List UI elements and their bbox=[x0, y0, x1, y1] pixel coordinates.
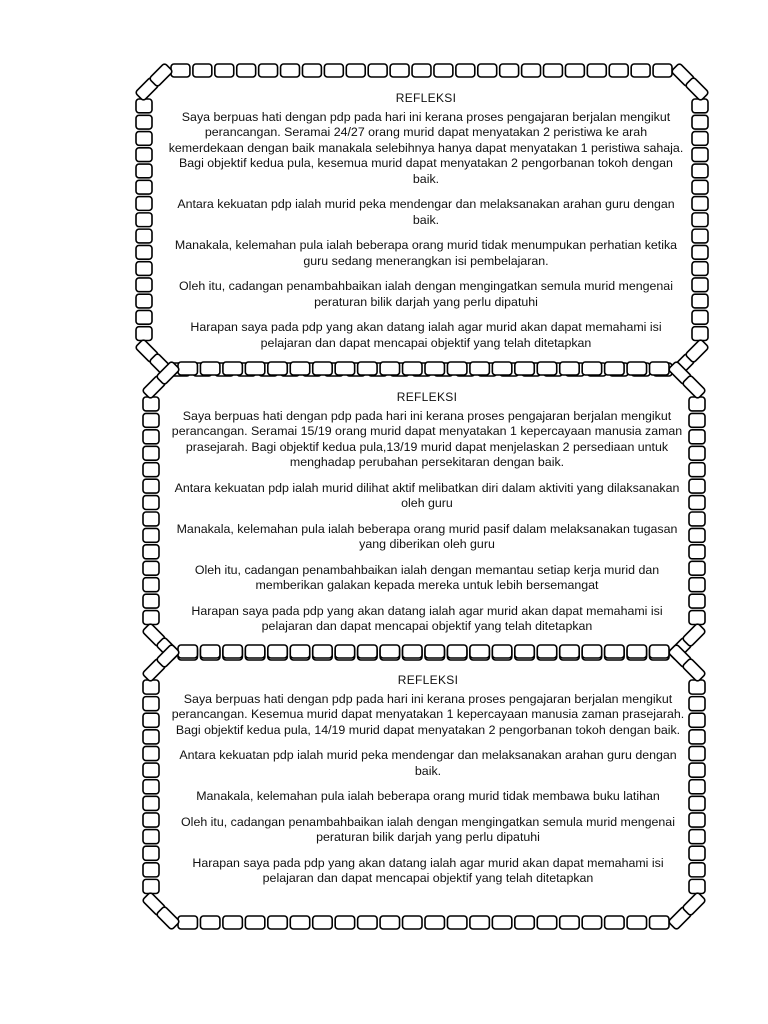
reflection-card-2 bbox=[143, 362, 705, 660]
reflection-content bbox=[168, 91, 684, 361]
reflection-paragraph-hope: Harapan saya pada pdp yang akan datang ialah agar murid akan dapat memahami isi pelajaran dan dapat mencapai objektif yang telah ditetapkan bbox=[192, 855, 664, 885]
reflection-paragraph-improvement: Oleh itu, cadangan penambahbaikan ialah dengan mengingatkan semula murid mengenai peraturan bilik darjah yang perlu dipatuhi bbox=[179, 279, 673, 309]
reflection-content bbox=[167, 673, 689, 897]
reflection-title: REFLEKSI bbox=[397, 673, 459, 687]
reflection-title: REFLEKSI bbox=[396, 390, 458, 404]
reflection-paragraph-hope: Harapan saya pada pdp yang akan datang ialah agar murid akan dapat memahami isi pelajaran dan dapat mencapai objektif yang telah ditetapkan bbox=[191, 603, 663, 633]
reflection-paragraph-strength: Antara kekuatan pdp ialah murid dilihat aktif melibatkan diri dalam aktiviti yang dilaksanakan oleh guru bbox=[174, 480, 680, 510]
reflection-paragraph-strength: Antara kekuatan pdp ialah murid peka mendengar dan melaksanakan arahan guru dengan baik. bbox=[179, 748, 677, 778]
reflection-paragraph-weakness: Manakala, kelemahan pula ialah beberapa orang murid tidak membawa buku latihan bbox=[196, 789, 660, 803]
reflection-content bbox=[167, 390, 687, 645]
reflection-card-3 bbox=[143, 645, 705, 929]
reflection-paragraph-improvement: Oleh itu, cadangan penambahbaikan ialah dengan mengingatkan semula murid mengenai peraturan bilik darjah yang perlu dipatuhi bbox=[181, 814, 675, 844]
reflection-paragraph-improvement: Oleh itu, cadangan penambahbaikan ialah dengan memantau setiap kerja murid dan memberikan galakan kepada mereka untuk lebih bersemangat bbox=[194, 562, 660, 592]
reflection-title: REFLEKSI bbox=[395, 91, 457, 105]
reflection-paragraph-strength: Antara kekuatan pdp ialah murid peka mendengar dan melaksanakan arahan guru dengan baik. bbox=[177, 197, 675, 227]
reflection-card-1 bbox=[136, 64, 708, 376]
reflection-paragraph-summary: Saya berpuas hati dengan pdp pada hari ini kerana proses pengajaran berjalan mengikut perancangan. Seramai 24/27 orang murid dapat menyatakan 2 peristiwa ke arah kemerdekaan dengan baik manakala selebihnya hanya dapat menyatakan 1 peristiwa sahaja. Bagi objektif kedua pula, kesemua murid dapat menyatakan 2 pengorbanan tokoh dengan baik. bbox=[168, 109, 684, 186]
reflection-paragraph-weakness: Manakala, kelemahan pula ialah beberapa orang murid tidak menumpukan perhatian ketika guru sedang menerangkan isi pembelajaran. bbox=[174, 238, 678, 268]
reflection-paragraph-hope: Harapan saya pada pdp yang akan datang ialah agar murid akan dapat memahami isi pelajaran dan dapat mencapai objektif yang telah ditetapkan bbox=[190, 320, 662, 350]
reflection-paragraph-summary: Saya berpuas hati dengan pdp pada hari ini kerana proses pengajaran berjalan mengikut perancangan. Kesemua murid dapat menyatakan 1 kepercayaan manusia zaman prasejarah. Bagi objektif kedua pula, 14/19 murid dapat menyatakan 2 pengorbanan tokoh dengan baik. bbox=[171, 691, 685, 737]
reflection-paragraph-weakness: Manakala, kelemahan pula ialah beberapa orang murid pasif dalam melaksanakan tugasan yang diberikan oleh guru bbox=[176, 521, 678, 551]
reflection-paragraph-summary: Saya berpuas hati dengan pdp pada hari ini kerana proses pengajaran berjalan mengikut perancangan. Seramai 15/19 orang murid dapat menyatakan 1 kepercayaan manusia zaman prasejarah. Bagi objektif kedua pula,13/19 murid dapat menjelaskan 2 persediaan untuk menghadap perubahan persekitaran dengan baik. bbox=[171, 408, 683, 469]
